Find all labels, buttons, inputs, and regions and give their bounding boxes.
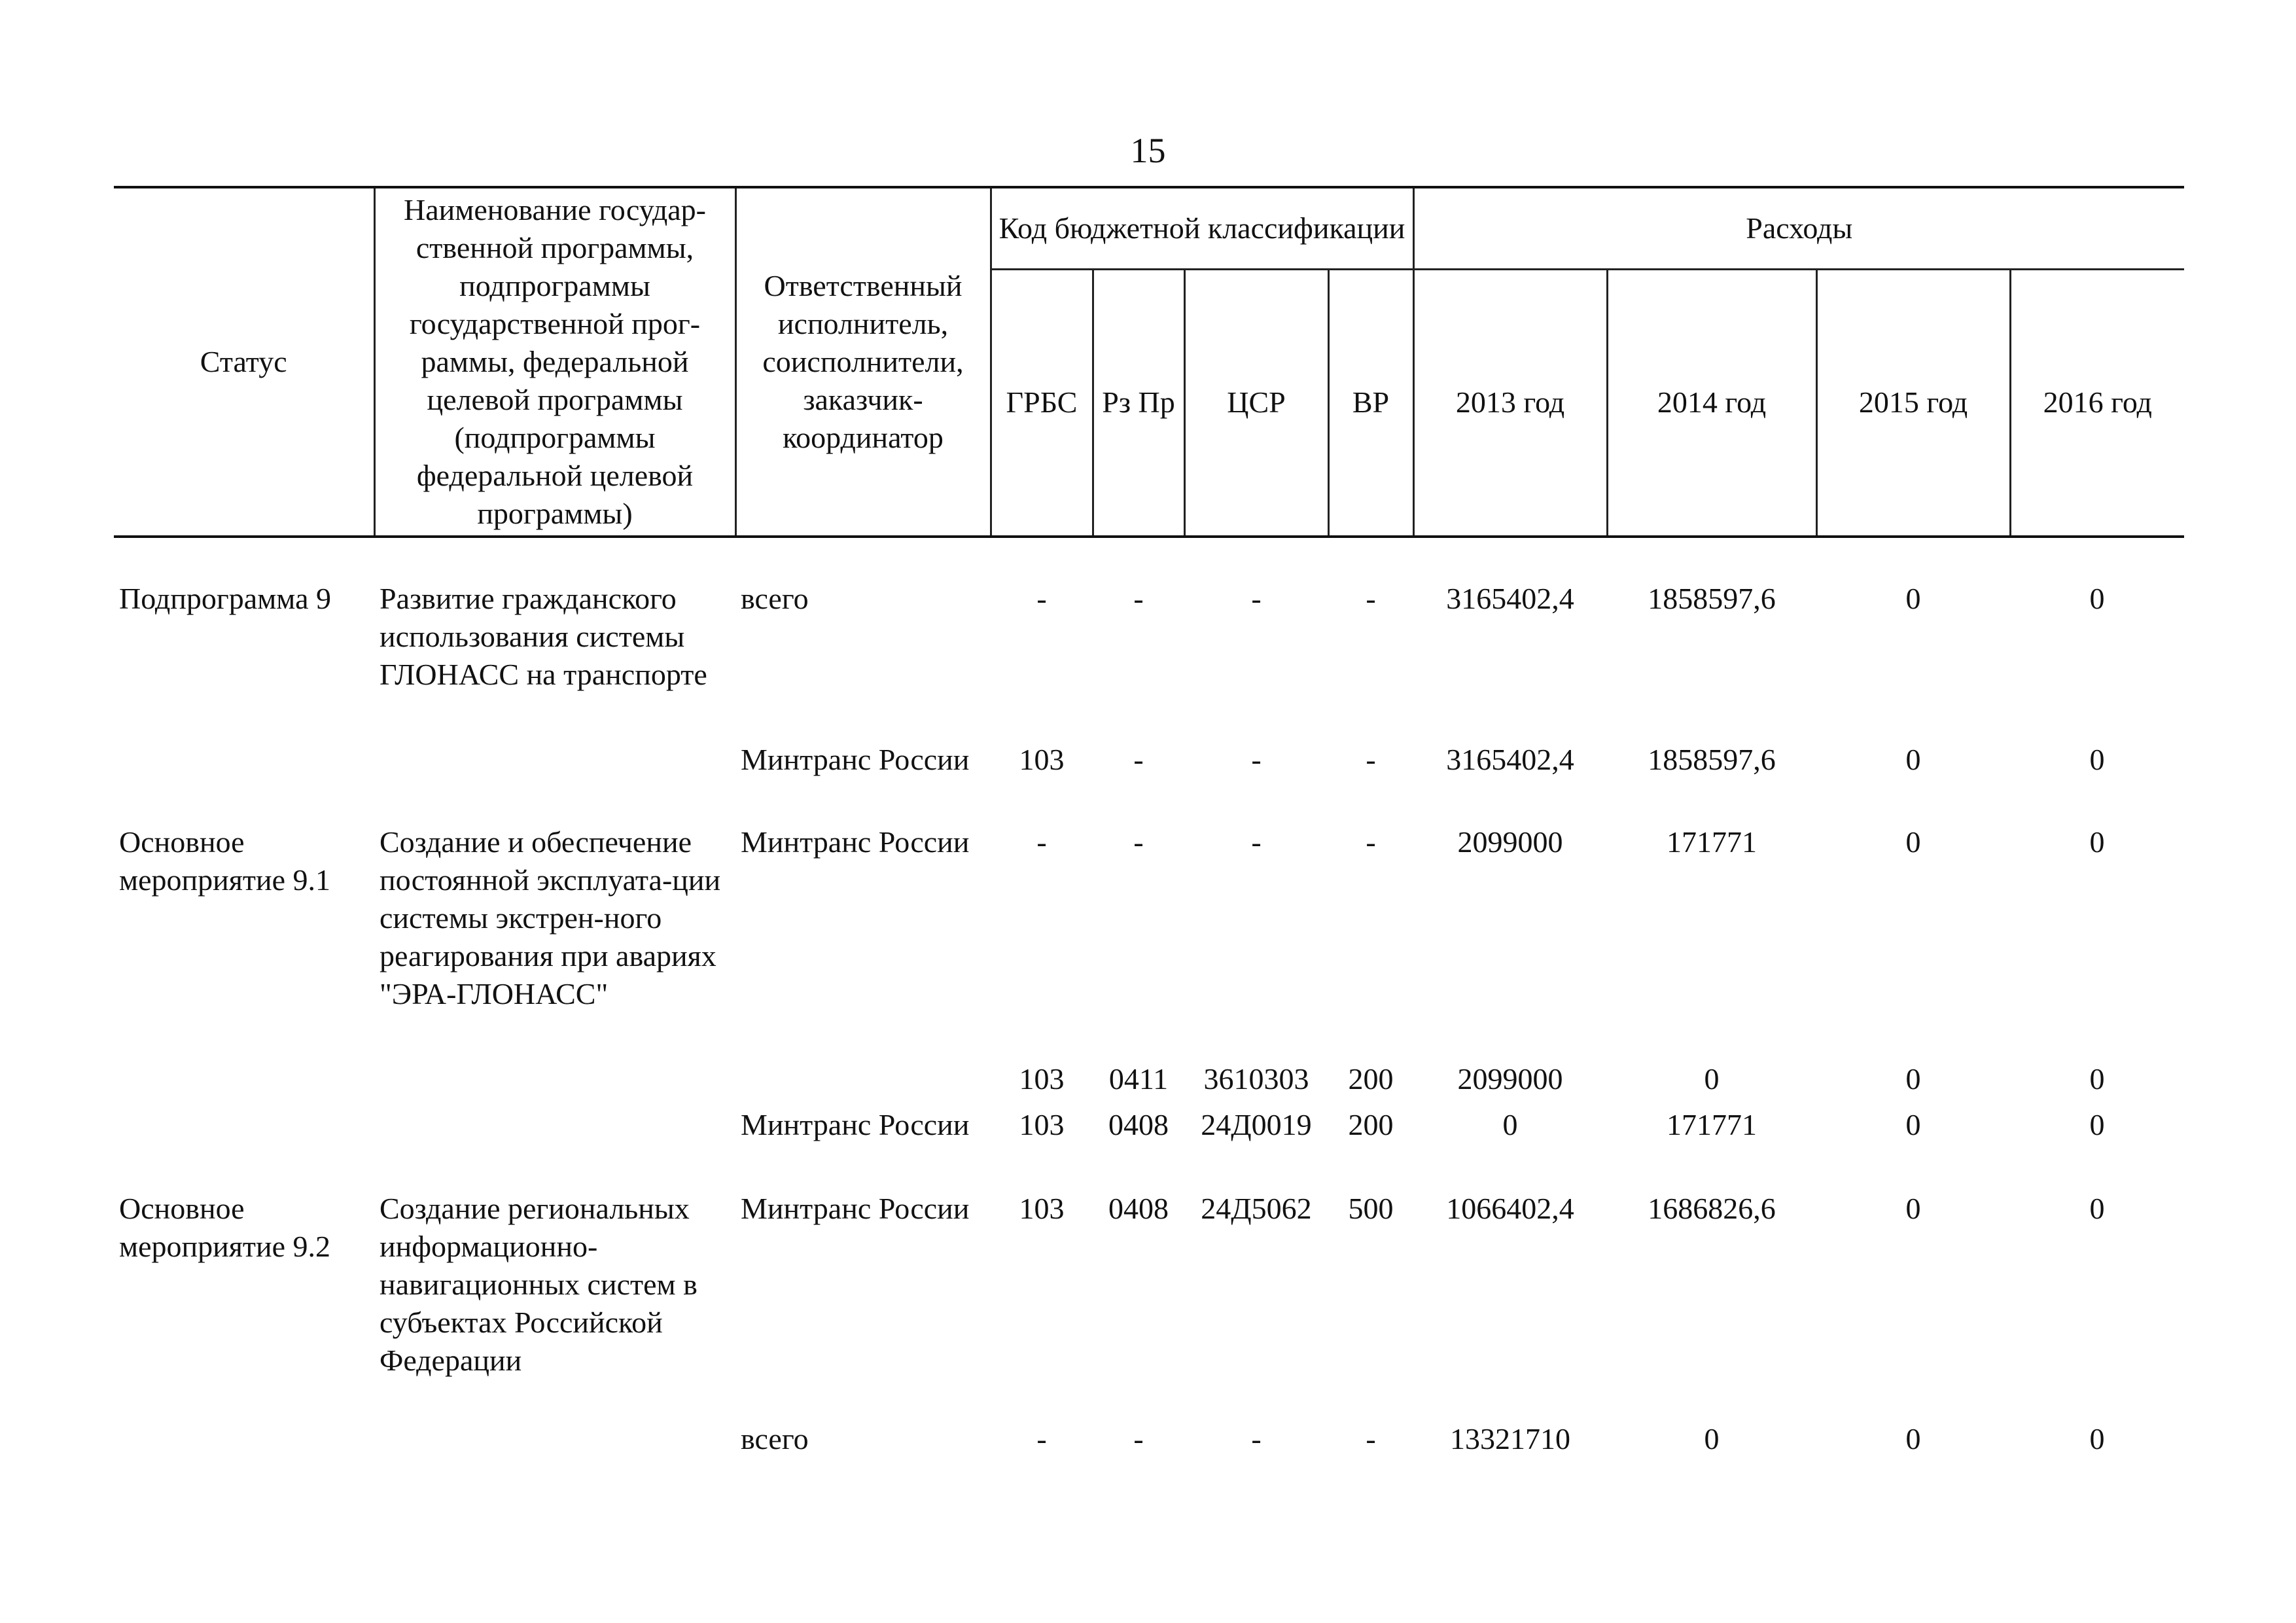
cell-responsible: Минтранс России xyxy=(741,1192,970,1225)
cell-2016: 0 xyxy=(2089,1192,2105,1225)
cell-responsible: Минтранс России xyxy=(741,743,970,776)
cell-csr: - xyxy=(1251,743,1262,776)
cell-vr: - xyxy=(1366,743,1376,776)
cell-2016: 0 xyxy=(2089,1062,2105,1096)
cell-grbs: - xyxy=(1036,582,1047,615)
cell-2014: 1858597,6 xyxy=(1648,582,1776,615)
cell-vr: 200 xyxy=(1348,1062,1394,1096)
cell-2015: 0 xyxy=(1905,743,1921,776)
cell-2016: 0 xyxy=(2089,582,2105,615)
cell-responsible: Минтранс России xyxy=(741,1108,970,1141)
cell-rzpr: 0408 xyxy=(1108,1108,1169,1141)
cell-2013: 2099000 xyxy=(1457,1062,1563,1096)
cell-name: Создание и обеспечение постоянной эксплуата-ции системы экстрен-ного реагирования при авариях "ЭРА-ГЛОНАСС" xyxy=(380,825,721,1010)
cell-name xyxy=(374,1420,735,1466)
header-year-2013: 2013 год xyxy=(1413,269,1607,537)
cell-grbs: 103 xyxy=(1019,1062,1065,1096)
cell-grbs: 103 xyxy=(1019,743,1065,776)
header-year-2016: 2016 год xyxy=(2010,269,2184,537)
cell-responsible: всего xyxy=(741,1422,809,1455)
cell-csr: 3610303 xyxy=(1203,1062,1309,1096)
header-year-2014: 2014 год xyxy=(1607,269,1816,537)
cell-2016: 0 xyxy=(2089,743,2105,776)
budget-table xyxy=(114,186,2184,1466)
cell-rzpr: 0411 xyxy=(1108,1062,1169,1096)
cell-name xyxy=(374,1060,735,1106)
cell-responsible xyxy=(735,1060,991,1106)
cell-2013: 13321710 xyxy=(1450,1422,1571,1455)
header-grbs: ГРБС xyxy=(991,269,1093,537)
cell-responsible: Минтранс России xyxy=(741,825,970,859)
header-expenses-group: Расходы xyxy=(1413,187,2184,269)
cell-2013: 0 xyxy=(1502,1108,1518,1141)
header-program-name: Наименование государ-ственной программы, подпрограммы государственной прог-раммы, федеральной целевой программы (подпрограммы федеральной целевой программы) xyxy=(374,187,735,537)
cell-status xyxy=(114,1106,374,1190)
cell-rzpr: - xyxy=(1133,1422,1144,1455)
cell-rzpr: 0408 xyxy=(1108,1192,1169,1225)
cell-csr: 24Д5062 xyxy=(1201,1192,1312,1225)
cell-2016: 0 xyxy=(2089,825,2105,859)
cell-vr: 200 xyxy=(1348,1108,1394,1141)
header-responsible: Ответственный исполнитель, соисполнители, заказчик-координатор xyxy=(735,187,991,537)
cell-2014: 1858597,6 xyxy=(1648,743,1776,776)
cell-2014: 1686826,6 xyxy=(1648,1192,1776,1225)
cell-2013: 3165402,4 xyxy=(1446,582,1574,615)
table-row xyxy=(114,580,2184,741)
cell-2016: 0 xyxy=(2089,1108,2105,1141)
cell-name: Развитие гражданского использования системы ГЛОНАСС на транспорте xyxy=(380,582,707,691)
header-csr: ЦСР xyxy=(1184,269,1328,537)
cell-vr: - xyxy=(1366,825,1376,859)
cell-2013: 1066402,4 xyxy=(1446,1192,1574,1225)
cell-rzpr: - xyxy=(1133,743,1144,776)
header-budget-code-group: Код бюджетной классификации xyxy=(991,187,1413,269)
cell-grbs: - xyxy=(1036,825,1047,859)
cell-grbs: 103 xyxy=(1019,1108,1065,1141)
cell-vr: 500 xyxy=(1348,1192,1394,1225)
cell-2014: 171771 xyxy=(1667,825,1757,859)
cell-2015: 0 xyxy=(1905,582,1921,615)
cell-2014: 0 xyxy=(1704,1422,1720,1455)
cell-2014: 171771 xyxy=(1667,1108,1757,1141)
cell-name xyxy=(374,1106,735,1190)
table-row xyxy=(114,823,2184,1060)
cell-csr: - xyxy=(1251,825,1262,859)
cell-csr: - xyxy=(1251,1422,1262,1455)
cell-status: Подпрограмма 9 xyxy=(119,582,332,615)
cell-csr: - xyxy=(1251,582,1262,615)
cell-status: Основное мероприятие 9.1 xyxy=(119,825,331,897)
cell-csr: 24Д0019 xyxy=(1201,1108,1312,1141)
cell-2013: 3165402,4 xyxy=(1446,743,1574,776)
cell-2016: 0 xyxy=(2089,1422,2105,1455)
cell-2015: 0 xyxy=(1905,825,1921,859)
cell-vr: - xyxy=(1366,1422,1376,1455)
header-row-top xyxy=(114,187,2184,269)
cell-2013: 2099000 xyxy=(1457,825,1563,859)
table-row xyxy=(114,1190,2184,1420)
header-vr: ВР xyxy=(1328,269,1413,537)
cell-2015: 0 xyxy=(1905,1108,1921,1141)
cell-2014: 0 xyxy=(1704,1062,1720,1096)
header-rzpr: Рз Пр xyxy=(1093,269,1184,537)
cell-vr: - xyxy=(1366,582,1376,615)
cell-grbs: 103 xyxy=(1019,1192,1065,1225)
cell-rzpr: - xyxy=(1133,825,1144,859)
cell-name: Создание региональных информационно-навигационных систем в субъектах Российской Федерации xyxy=(380,1192,698,1377)
cell-2015: 0 xyxy=(1905,1192,1921,1225)
cell-status: Основное мероприятие 9.2 xyxy=(119,1192,331,1263)
cell-responsible: всего xyxy=(741,582,809,615)
table-row xyxy=(114,1106,2184,1190)
table-row xyxy=(114,741,2184,823)
table-row xyxy=(114,1420,2184,1466)
table-row xyxy=(114,1060,2184,1106)
cell-status xyxy=(114,1420,374,1466)
cell-2015: 0 xyxy=(1905,1062,1921,1096)
cell-2015: 0 xyxy=(1905,1422,1921,1455)
cell-name xyxy=(374,741,735,823)
page-number: 15 xyxy=(1130,131,1166,170)
cell-rzpr: - xyxy=(1133,582,1144,615)
header-status: Статус xyxy=(114,187,374,537)
cell-status xyxy=(114,1060,374,1106)
header-year-2015: 2015 год xyxy=(1816,269,2010,537)
cell-status xyxy=(114,741,374,823)
cell-grbs: - xyxy=(1036,1422,1047,1455)
